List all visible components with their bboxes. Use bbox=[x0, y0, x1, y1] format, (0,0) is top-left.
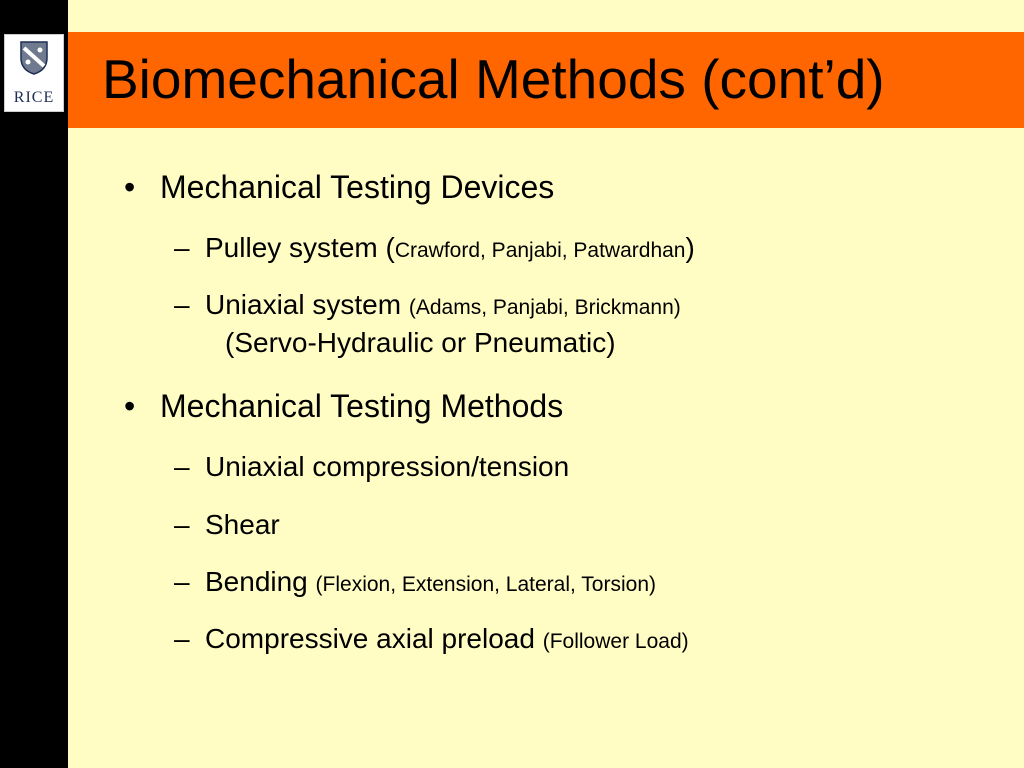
sub-item-text: Compressive axial preload bbox=[205, 623, 543, 654]
bullet-text: Mechanical Testing Methods bbox=[160, 388, 564, 424]
bullet-marker: • bbox=[124, 169, 136, 205]
rice-logo bbox=[4, 34, 64, 112]
sub-item bbox=[174, 564, 656, 603]
left-black-bar bbox=[0, 0, 68, 768]
sub-item-note: (Adams, Panjabi, Brickmann) bbox=[408, 296, 681, 319]
bullet-item bbox=[124, 386, 563, 426]
sub-item bbox=[174, 507, 280, 543]
sub-item-text: Shear bbox=[205, 509, 280, 540]
sub-item-note: (Flexion, Extension, Lateral, Torsion) bbox=[315, 573, 656, 596]
sub-item bbox=[174, 230, 695, 269]
dash-marker: – bbox=[174, 289, 190, 320]
sub-item-note: (Follower Load) bbox=[542, 630, 689, 653]
sub-item bbox=[174, 449, 569, 485]
dash-marker: – bbox=[174, 451, 190, 482]
bullet-marker: • bbox=[124, 388, 136, 424]
dash-marker: – bbox=[174, 566, 190, 597]
sub-item-tail: ) bbox=[685, 232, 695, 263]
sub-item-note: Crawford, Panjabi, Patwardhan bbox=[394, 239, 686, 262]
dash-marker: – bbox=[174, 623, 190, 654]
sub-item-text: Uniaxial compression/tension bbox=[205, 451, 570, 482]
shield-crest-icon bbox=[19, 40, 49, 76]
dash-marker: – bbox=[174, 232, 190, 263]
bullet-item bbox=[124, 167, 554, 207]
sub-item-text: Uniaxial system bbox=[205, 289, 409, 320]
sub-item bbox=[174, 287, 681, 326]
logo-text: RICE bbox=[13, 89, 55, 106]
bullet-text: Mechanical Testing Devices bbox=[160, 169, 555, 205]
slide-title: Biomechanical Methods (cont’d) bbox=[102, 48, 885, 110]
dash-marker: – bbox=[174, 509, 190, 540]
sub-item-text: Pulley system ( bbox=[205, 232, 395, 263]
sub-item-text: Bending bbox=[205, 566, 316, 597]
sub-item bbox=[174, 621, 689, 660]
sub-item-continuation: (Servo-Hydraulic or Pneumatic) bbox=[225, 327, 616, 358]
